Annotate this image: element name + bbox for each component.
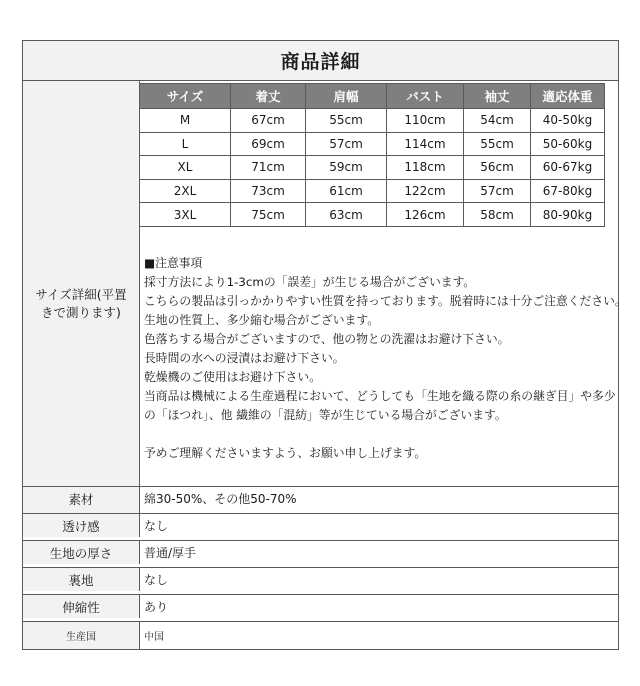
- cell: 55cm: [464, 132, 531, 156]
- size-detail-label-text: サイズ詳細(平置きで測ります): [35, 287, 127, 320]
- cell: 57cm: [306, 132, 387, 156]
- detail-value: 中国: [144, 632, 164, 643]
- cell: 122cm: [387, 179, 464, 203]
- header-sleeve: 袖丈: [464, 84, 531, 109]
- cell: 55cm: [306, 109, 387, 133]
- notes-closing: 予めご理解くださいますよう、お願い申し上げます。: [144, 446, 427, 460]
- table-row: [140, 109, 605, 133]
- cell: 63cm: [306, 203, 387, 227]
- note-line: 採寸方法により1-3cmの「誤差」が生じる場合がございます。: [144, 275, 476, 289]
- care-notes: [144, 254, 627, 463]
- cell: 54cm: [464, 109, 531, 133]
- note-line: こちらの製品は引っかかりやすい性質を持っております。脱着時には十分ご注意ください。: [144, 294, 627, 308]
- cell: 61cm: [306, 179, 387, 203]
- header-bust: バスト: [387, 84, 464, 109]
- detail-row-thickness: [23, 540, 618, 564]
- note-line: 長時間の水への浸漬はお避け下さい。: [144, 351, 345, 365]
- detail-row-material: [23, 486, 618, 510]
- cell: 2XL: [140, 179, 231, 203]
- cell: L: [140, 132, 231, 156]
- table-row: [140, 179, 605, 203]
- cell: 126cm: [387, 203, 464, 227]
- cell: 59cm: [306, 156, 387, 180]
- size-chart-header-row: [140, 84, 605, 109]
- note-line: 乾燥機のご使用はお避け下さい。: [144, 370, 321, 384]
- cell: 114cm: [387, 132, 464, 156]
- detail-label: 素材: [23, 487, 140, 510]
- size-detail-label: [23, 81, 140, 527]
- cell: 73cm: [231, 179, 306, 203]
- header-weight: 適応体重: [531, 84, 605, 109]
- header-length: 着丈: [231, 84, 306, 109]
- cell: 69cm: [231, 132, 306, 156]
- detail-label: 裏地: [23, 568, 140, 591]
- cell: 40-50kg: [531, 109, 605, 133]
- table-row: [140, 132, 605, 156]
- header-shoulder: 肩幅: [306, 84, 387, 109]
- cell: 3XL: [140, 203, 231, 227]
- table-row: [140, 203, 605, 227]
- cell: 58cm: [464, 203, 531, 227]
- cell: 71cm: [231, 156, 306, 180]
- note-line: 色落ちする場合がございますので、他の物との洗濯はお避け下さい。: [144, 332, 510, 346]
- detail-label: 伸縮性: [23, 595, 140, 618]
- note-line: 生地の性質上、多少縮む場合がございます。: [144, 313, 379, 327]
- cell: 60-67kg: [531, 156, 605, 180]
- detail-label: 透け感: [23, 514, 140, 537]
- detail-row-stretch: [23, 594, 618, 618]
- detail-row-lining: [23, 567, 618, 591]
- detail-value: 普通/厚手: [144, 546, 197, 560]
- notes-spacer: [144, 425, 616, 444]
- cell: 80-90kg: [531, 203, 605, 227]
- cell: 118cm: [387, 156, 464, 180]
- detail-row-country: [23, 621, 618, 649]
- detail-value: あり: [144, 600, 169, 614]
- header-size: サイズ: [140, 84, 231, 109]
- cell: 56cm: [464, 156, 531, 180]
- cell: 110cm: [387, 109, 464, 133]
- size-chart-table: [139, 83, 605, 227]
- page-title: 商品詳細: [23, 41, 618, 81]
- cell: 67-80kg: [531, 179, 605, 203]
- table-row: [140, 156, 605, 180]
- cell: XL: [140, 156, 231, 180]
- cell: 67cm: [231, 109, 306, 133]
- cell: M: [140, 109, 231, 133]
- note-line: 当商品は機械による生産過程において、どうしても「生地を織る際の糸の継ぎ目」や多少の「ほつれ」、他 繊維の「混紡」等が生じている場合がございます。: [144, 389, 616, 422]
- detail-label: 生産国: [23, 622, 140, 649]
- detail-value: なし: [144, 573, 169, 587]
- cell: 50-60kg: [531, 132, 605, 156]
- notes-heading: ■注意事項: [144, 256, 203, 270]
- cell: 57cm: [464, 179, 531, 203]
- detail-row-sheerness: [23, 513, 618, 537]
- cell: 75cm: [231, 203, 306, 227]
- detail-value: なし: [144, 519, 169, 533]
- detail-value: 綿30-50%、その他50-70%: [144, 492, 297, 506]
- detail-label: 生地の厚さ: [23, 541, 140, 564]
